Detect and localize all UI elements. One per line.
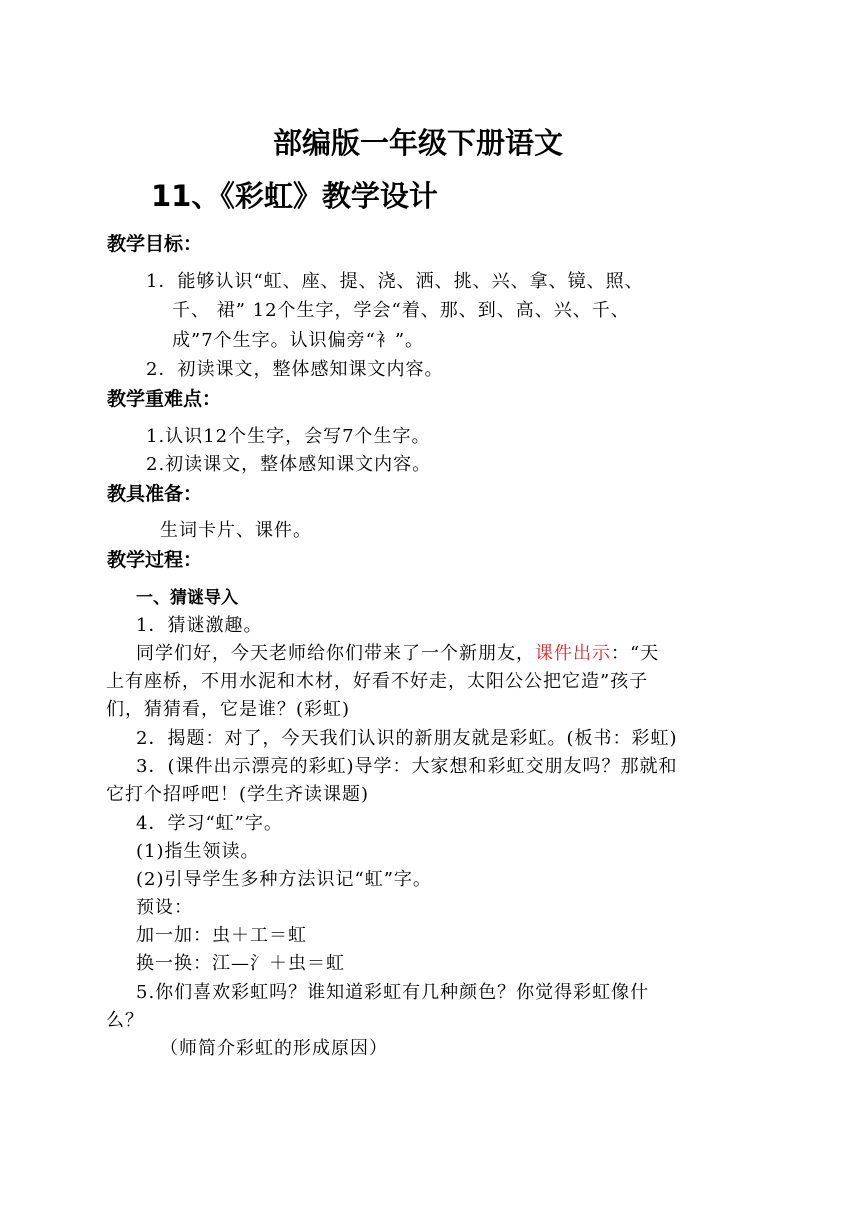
paragraph-text: ：“天 bbox=[611, 643, 660, 664]
step-3-continued: 它打个招呼吧！(学生齐读课题) bbox=[106, 784, 370, 805]
keypoint-item: 1.认识12个生字，会写7个生字。 bbox=[146, 426, 431, 447]
step-4-2: (2)引导学生多种方法识记“虹”字。 bbox=[136, 869, 432, 890]
materials-text: 生词卡片、课件。 bbox=[160, 520, 312, 541]
goal-item: 1．能够认识“虹、座、提、浇、洒、挑、兴、拿、镜、照、 bbox=[146, 271, 644, 292]
step-1: 1．猜谜激趣。 bbox=[136, 615, 263, 636]
step-5: 5.你们喜欢彩虹吗？谁知道彩虹有几种颜色？你觉得彩虹像什 bbox=[136, 982, 650, 1003]
add-method: 加一加：虫＋工＝虹 bbox=[136, 925, 307, 946]
courseware-highlight: 课件出示 bbox=[535, 643, 611, 664]
paragraph-line bbox=[136, 645, 659, 663]
teacher-note: （师简介彩虹的形成原因） bbox=[160, 1038, 388, 1059]
paragraph-text: 同学们好，今天老师给你们带来了一个新朋友， bbox=[136, 643, 535, 664]
step-3: 3．(课件出示漂亮的彩虹)导学：大家想和彩虹交朋友吗？那就和 bbox=[136, 756, 678, 777]
goals-heading: 教学目标： bbox=[107, 233, 203, 255]
keypoint-item: 2.初读课文，整体感知课文内容。 bbox=[146, 454, 432, 475]
swap-method: 换一换：江—氵＋虫＝虹 bbox=[136, 953, 345, 974]
step-4: 4．学习“虹”字。 bbox=[136, 813, 283, 834]
step-5-continued: 么？ bbox=[106, 1010, 144, 1031]
keypoints-heading: 教学重难点： bbox=[107, 388, 222, 410]
preset-label: 预设： bbox=[136, 897, 193, 918]
section-heading: 一、猜谜导入 bbox=[136, 588, 238, 608]
step-4-1: (1)指生领读。 bbox=[136, 841, 260, 862]
paragraph-line: 们，猜猜看，它是谁？(彩虹) bbox=[106, 699, 351, 720]
paragraph-line: 上有座桥，不用水泥和木材，好看不好走，太阳公公把它造”孩子 bbox=[106, 671, 649, 692]
page-title: 部编版一年级下册语文 bbox=[273, 126, 564, 160]
goal-item: 2．初读课文，整体感知课文内容。 bbox=[146, 359, 444, 380]
goal-item: 千、 裙” 12个生字，学会“着、那、到、高、兴、千、 bbox=[172, 300, 630, 321]
materials-heading: 教具准备： bbox=[107, 483, 203, 505]
step-2: 2．揭题：对了，今天我们认识的新朋友就是彩虹。(板书：彩虹) bbox=[136, 728, 678, 749]
process-heading: 教学过程： bbox=[107, 549, 203, 571]
goal-item: 成”7个生字。认识偏旁“衤”。 bbox=[172, 330, 425, 351]
page-subtitle: 11、《彩虹》教学设计 bbox=[151, 179, 438, 213]
